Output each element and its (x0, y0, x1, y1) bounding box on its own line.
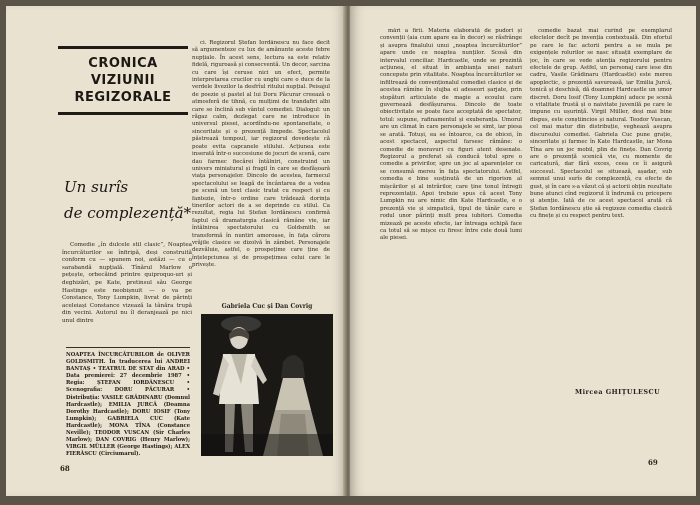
column-text: ci. Regizorul Ștefan Iordănescu nu face decît să argumenteze cu lux de amănunte aceste febre nupțiale. În acest sens, lectura sa este relativ fidelă, riguroasă și consecventă. Un decor, sarcina cu care își ceruse nici un efect, permite interpretarea crucilor cu unghi care o duce de la verdele livezilor la desfrîul ritului nupțial. Peisajul de poezie și pastel al lui Doru Păcurar creează o atmosferă de tihnă, cu mulțimi de trandafiri albi care se înclină sub vântul comediei. Dialogul: un răgaz calm, dezlegat care ne introduce în universul piesei, acordîndu-ne spontaneitate, o sinceritate și o prezență limpede. Spectacolul păstrează tempoul, iar regizorul dovedește că poate evita capcanele stilului. Acțiunea este inserată într-o succesiune de jocuri de scenă, care dau farmec fiecărei întâlniri, construind un univers miniatural și fragil în care se desfășoară viața personajelor. Dincolo de acestea, farmecul spectacolului se leagă de încântarea de a vedea pe scenă un text clasic tratat cu respect și cu fantezie, într-o ordine care trădează dorința tinerilor actori de a se deprinde cu stilul. Ca rezultat, regia lui Ștefan Iordănescu confirmă faptul că dramaturgia clasică rămâne vie, iar întâlnirea spectatorului cu Goldsmith se transformă în nuntiri amoroase, în fața cărora vrăjile clasice se dizolvă în zâmbet. Personajele dezvăluie, astfel, o prospețime care ține de înțelepciunea și de prospețimea celui care le privește. (192, 40, 330, 269)
right-page-column-1 (380, 28, 522, 446)
rubric-bottom-rule (58, 112, 188, 115)
right-page (350, 6, 696, 496)
article-title-line-2: de complezență* (64, 204, 192, 222)
rubric-line-3: REGIZORALE (74, 90, 172, 105)
page-number-right: 69 (648, 458, 658, 467)
article-title-line-1: Un surîs (64, 178, 129, 196)
credits-rule (66, 347, 190, 348)
author-signature: Mircea GHIȚULESCU (575, 388, 661, 396)
right-page-column-2 (530, 28, 672, 380)
rubric-line-2: VIZIUNII (90, 73, 156, 88)
production-credits: NOAPTEA ÎNCURCĂTURILOR de OLIVER GOLDSMITH. În traducerea lui ANDREI BANTAȘ • TEATRUL DE STAT din ARAD • Data premierei: 27 decembrie 1987 • Regia: ȘTEFAN IORDĂNESCU • Scenografia: DORU PĂCURAR • Distribuția: VASILE GRĂDINARU (Domnul Hardcastle); EMILIA JURCĂ (Doamna Dorothy Hardcastle); DORU IOSIF (Tony Lumpkin); GABRIELA CUC (Kate Hardcastle); MONA TÎNA (Constance Neville); TEODOR VUSCAN (Sir Charles Marlow); DAN COVRIG (Henry Marlow); VIRGIL MÜLLER (George Hastings); ALEX FIERĂSCU (Circiumarul). (66, 352, 190, 458)
production-photo (201, 314, 333, 456)
rubric-top-rule (58, 46, 188, 49)
rubric-box (58, 46, 188, 115)
rubric-line-1: CRONICA (88, 56, 158, 71)
column-text: mări a firii. Materia elaborată de pudori și convenții (aia cum apare ea în decor) se răsfrânge și asupra finalului unui „noaptea încurcăturilor” apare unde ce noaptea nunților. Scosă din intervalul conciliar. Hardcastle, unde se prezintă acțiunea, el situat în ambianța unei naturi concepute prin vitalitate. Noaptea încurcăturilor se infiltrează de convenționalul comediei clasice și de acestea rămîne în slujba ei adeseori șarjate, prin stopături articulate de magie a ecoului care guvernează desfășurarea. Dincolo de toate obiectivitate se poate face acceptată de spectator, totul: supune, rafinamentul și exuberanța. Umorul are un climat în care personajele se simt, iar piesa se arată. Totuși, ea se întoarce, ca de obicei, în acest spectacol, aspectul farsesc rămâne: o comedie de moravuri cu figuri atent desenate. Regizorul a preferat să conducă totul spre o comedie a privirilor, spre un joc al aparențelor ce se consumă mereu în fața spectatorului. Astfel, comedia e bine susținută de un rigorism al mișcărilor și al intrărilor, care ține tonul întregii reprezentații. Apoi trebuie spus că acest Tony Lumpkin nu are nimic din Kate Hardcastle, e o prezență vie și simpatică, tipul de tânăr care e rodul unor părinți mult prea iubitori. Comedia mizează pe aceste efecte, iar întreaga echipă face ca totul să se mișce cu firesc între cele două lumi ale piesei. (380, 28, 522, 242)
column-text: comedie bazat mai curînd pe exemplarul efectelor decît pe invenția contextuală. Din efortul pe care le fac actorii pentru a se mula pe exigențele rolurilor se nasc situații exemplare de joc, în care se vede atenția regizorului pentru efectele de grup. Astfel, un personaj care iese din cadru, Vasile Grădinaru (Hardcastle) este mereu apoplectic, o prezență savuroasă, iar Emilia Jurcă, tonică și deschisă, dă doamnei Hardcastle un umor discret. Doru Iosif (Tony Lumpkin) aduce pe scenă o vitalitate frustă și o naivitate juvenilă pe care le impune cu ușurință. Virgil Müller, deși mai bine dispus, este conștiincios și natural. Teodor Vuscan, cel mai matur din distribuție, veghează asupra discursului comediei. Gabriela Cuc pune grație, sinceritate și farmec în Kate Hardcastle, iar Mona Tîna are un joc mobil, plin de finețe. Dan Covrig are o prezență scenică vie, cu momente de caricatură, dar fără exces, ceea ce îi asigură succesul. Spectacolul se situează, așadar, sub semnul unui surîs de complezență, cu efecte de gust, și în care s-a văzut că și actorii obțin rezultate bune atunci cînd regizorul îi îndrumă cu pricepere și atenție. Iată de ce acest spectacol arată că Ștefan Iordănescu știe să regizeze comedia clasică cu finețe și cu respect pentru text. (530, 28, 672, 220)
article-title (64, 178, 194, 222)
intro-paragraph: Comedie „în dulcele stil clasic”, Noaptea încurcăturilor se înfiripă, deși construită conform cu — spunem noi, astăzi — cu o sarabandă nupțială. Tînărul Marlow o pețește, orbecăind printre quiproquo-uri și deghizări, pe Kate, pretinsul său George Hastings este neobișnuit — o va pe Constance, Tony Lumpkin, livrat de părinți aceleiași Constance vizează la tânăra trupă din vecini. Autorul nu îl deranjează pe nici unul dintre (62, 242, 192, 324)
left-page (6, 6, 346, 496)
photo-illustration (201, 314, 333, 456)
article-intro (62, 242, 192, 326)
photo-caption: Gabriela Cuc și Dan Covrig (221, 303, 313, 310)
left-page-column-2 (192, 40, 330, 298)
page-number-left: 68 (60, 464, 70, 473)
